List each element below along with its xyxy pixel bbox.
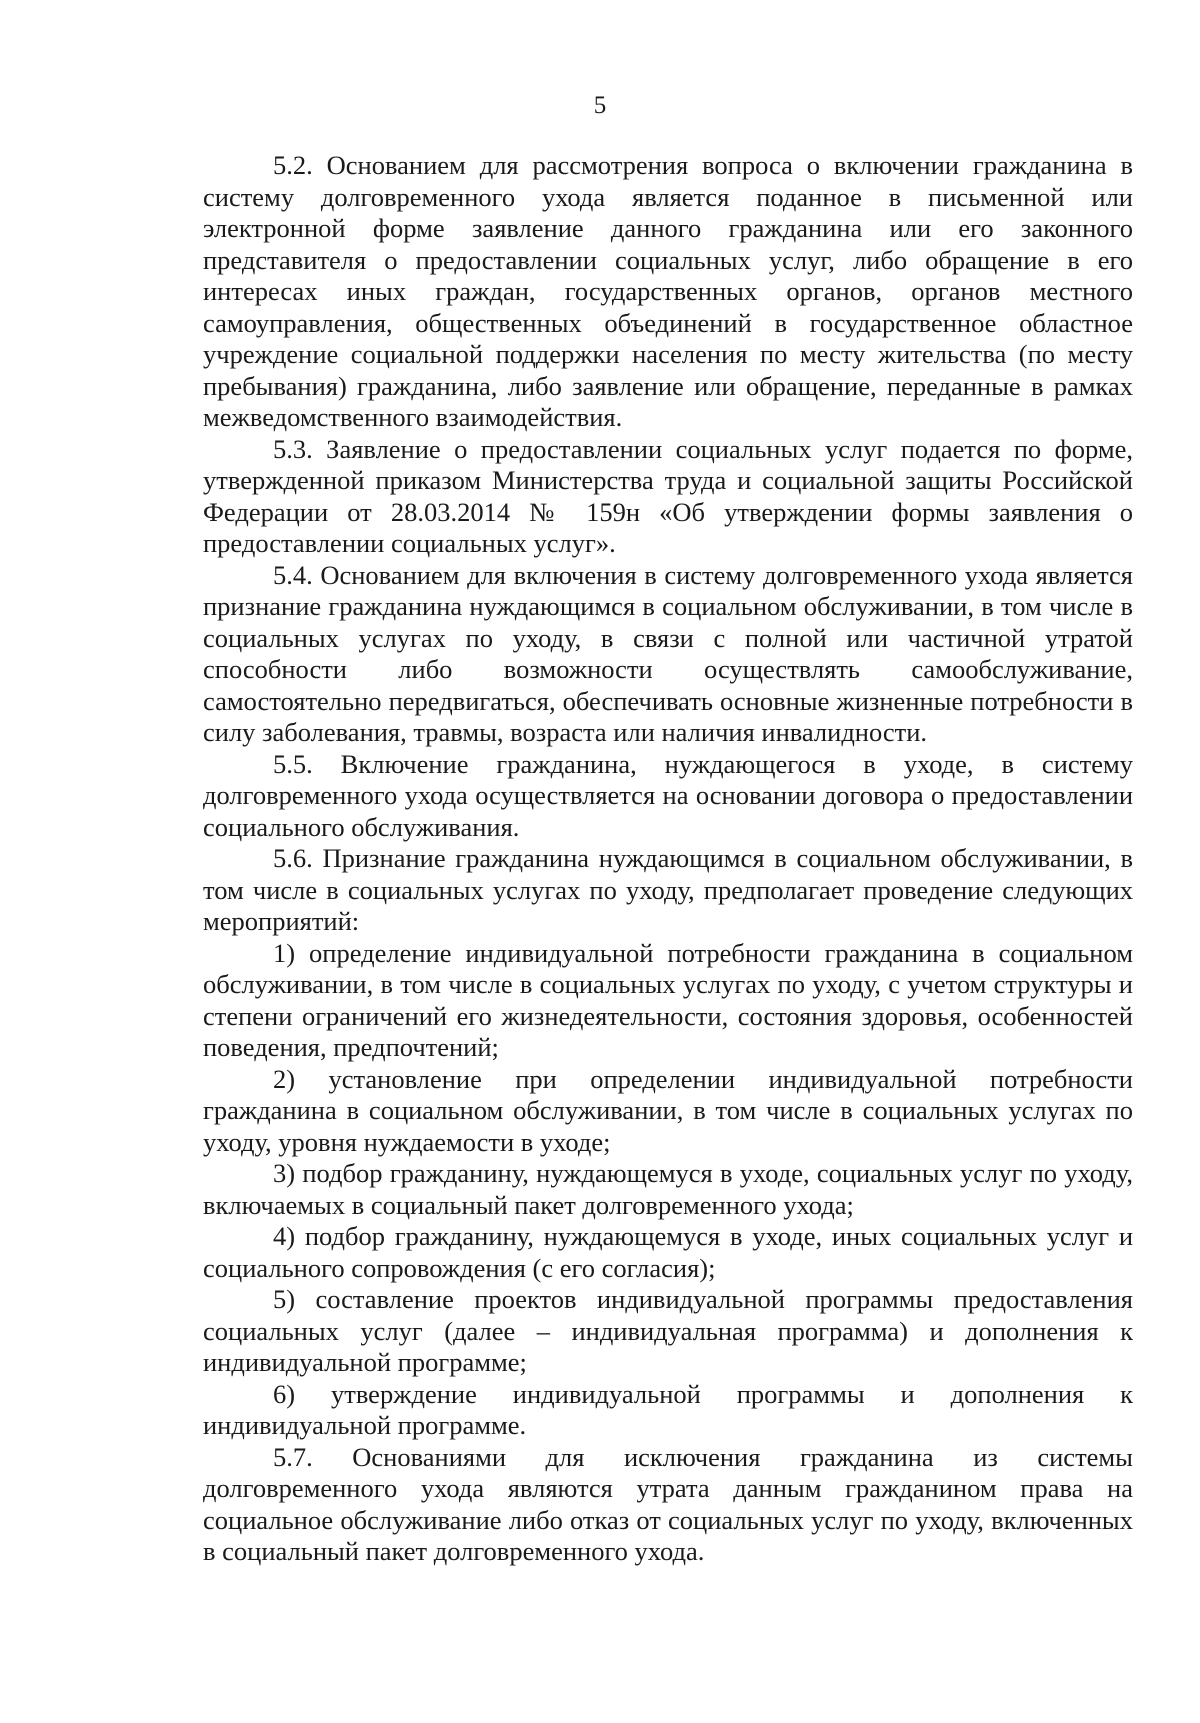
paragraph-5-4: 5.4. Основанием для включения в систему долговременного ухода является признание гражданина нуждающимся в социальном обслуживании, в том числе в социальных услугах по уходу, в связи с полной или частичной утратой способности либо возможности осуществлять самообслуживание, самостоятельно передвигаться, обеспечивать основные жизненные потребности в силу заболевания, травмы, возраста или наличия инвалидности. [203, 559, 1133, 747]
paragraph-5-6: 5.6. Признание гражданина нуждающимся в социальном обслуживании, в том числе в социальных услугах по уходу, предполагает проведение следующих мероприятий: [203, 843, 1133, 936]
paragraph-5-2: 5.2. Основанием для рассмотрения вопроса о включении гражданина в систему долговременного ухода является поданное в письменной или электронной форме заявление данного гражданина или его законного представителя о предоставлении социальных услуг, либо обращение в его интересах иных граждан, государственных органов, органов местного самоуправления, общественных объединений в государственное областное учреждение социальной поддержки населения по месту жительства (по месту пребывания) гражданина, либо заявление или обращение, переданные в рамках межведомственного взаимодействия. [203, 150, 1133, 432]
paragraph-5-5: 5.5. Включение гражданина, нуждающегося в уходе, в систему долговременного ухода осуществляется на основании договора о предоставлении социального обслуживания. [203, 748, 1133, 842]
list-item-1: 1) определение индивидуальной потребности гражданина в социальном обслуживании, в том числе в социальных услугах по уходу, с учетом структуры и степени ограничений его жизнедеятельности, состояния здоровья, особенностей поведения, предпочтений; [203, 937, 1133, 1062]
list-item-2: 2) установление при определении индивидуальной потребности гражданина в социальном обслуживании, в том числе в социальных услугах по уходу, уровня нуждаемости в уходе; [203, 1063, 1133, 1157]
list-item-4: 4) подбор гражданину, нуждающемуся в уходе, иных социальных услуг и социального сопровождения (с его согласия); [203, 1221, 1133, 1283]
list-item-5: 5) составление проектов индивидуальной программы предоставления социальных услуг (далее – индивидуальная программа) и дополнения к индивидуальной программе; [203, 1284, 1133, 1377]
list-item-3: 3) подбор гражданину, нуждающемуся в уходе, социальных услуг по уходу, включаемых в социальный пакет долговременного ухода; [203, 1158, 1133, 1220]
paragraph-5-7: 5.7. Основаниями для исключения гражданина из системы долговременного ухода являются утрата данным гражданином права на социальное обслуживание либо отказ от социальных услуг по уходу, включенных в социальный пакет долговременного ухода. [203, 1441, 1133, 1566]
document-body [203, 150, 1133, 1568]
page-number: 5 [593, 92, 607, 119]
list-item-6: 6) утверждение индивидуальной программы и дополнения к индивидуальной программе. [203, 1378, 1133, 1440]
paragraph-5-3: 5.3. Заявление о предоставлении социальных услуг подается по форме, утвержденной приказом Министерства труда и социальной защиты Российской Федерации от 28.03.2014 № 159н «Об утверждении формы заявления о предоставлении социальных услуг». [203, 433, 1133, 558]
